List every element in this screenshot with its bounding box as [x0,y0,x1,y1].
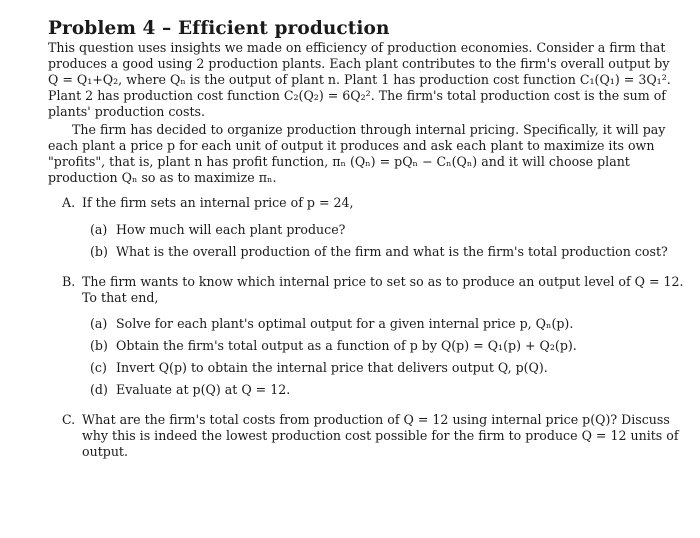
part-c-label: C. [62,412,76,427]
part-b-item-a-label: (a) [90,316,108,331]
intro-p1-line-5: plants' production costs. [48,104,205,119]
part-b-label: B. [62,274,76,289]
part-a-item-b-label: (b) [90,244,108,259]
intro-p2-line-2: each plant a price p for each unit of output it produces and ask each plant to maximize its own [48,138,655,153]
part-a-text: If the firm sets an internal price of p = 24, [82,195,354,210]
intro-p2-line-1: The firm has decided to organize production through internal pricing. Specifically, it will pay [72,122,666,137]
intro-p1-line-1: This question uses insights we made on efficiency of production economies. Consider a firm that [48,40,666,55]
part-b-item-b-text: Obtain the firm's total output as a function of p by Q(p) = Q₁(p) + Q₂(p). [116,338,577,353]
problem-title: Problem 4 – Efficient production [48,18,390,39]
intro-p2-line-4: production Qₙ so as to maximize πₙ. [48,170,277,185]
part-b-line-1: The firm wants to know which internal price to set so as to produce an output level of Q = 12. [82,274,684,289]
part-a-label: A. [62,195,76,210]
part-c-line-3: output. [82,444,128,459]
part-b-item-c-label: (c) [90,360,107,375]
part-b-item-b-label: (b) [90,338,108,353]
part-b-item-c-text: Invert Q(p) to obtain the internal price that delivers output Q, p(Q). [116,360,548,375]
part-c-line-1: What are the firm's total costs from production of Q = 12 using internal price p(Q)? Discuss [82,412,670,427]
part-b-item-d-text: Evaluate at p(Q) at Q = 12. [116,382,291,397]
part-a-item-a-text: How much will each plant produce? [116,222,346,237]
part-a-item-b-text: What is the overall production of the firm and what is the firm's total production cost? [116,244,668,259]
part-b-item-a-text: Solve for each plant's optimal output for a given internal price p, Qₙ(p). [116,316,574,331]
part-c-line-2: why this is indeed the lowest production cost possible for the firm to produce Q = 12 units of [82,428,679,443]
intro-p2-line-3: "profits", that is, plant n has profit function, πₙ (Qₙ) = pQₙ − Cₙ(Qₙ) and it will choose plant [48,154,630,169]
intro-p1-line-2: produces a good using 2 production plants. Each plant contributes to the firm's overall output by [48,56,670,71]
intro-p1-line-4: Plant 2 has production cost function C₂(Q₂) = 6Q₂². The firm's total production cost is the sum of [48,88,666,103]
part-b-line-2: To that end, [82,290,159,305]
part-a-item-a-label: (a) [90,222,108,237]
intro-p1-line-3: Q = Q₁+Q₂, where Qₙ is the output of plant n. Plant 1 has production cost function C₁(Q₁) = 3Q₁². [48,72,671,87]
part-b-item-d-label: (d) [90,382,108,397]
